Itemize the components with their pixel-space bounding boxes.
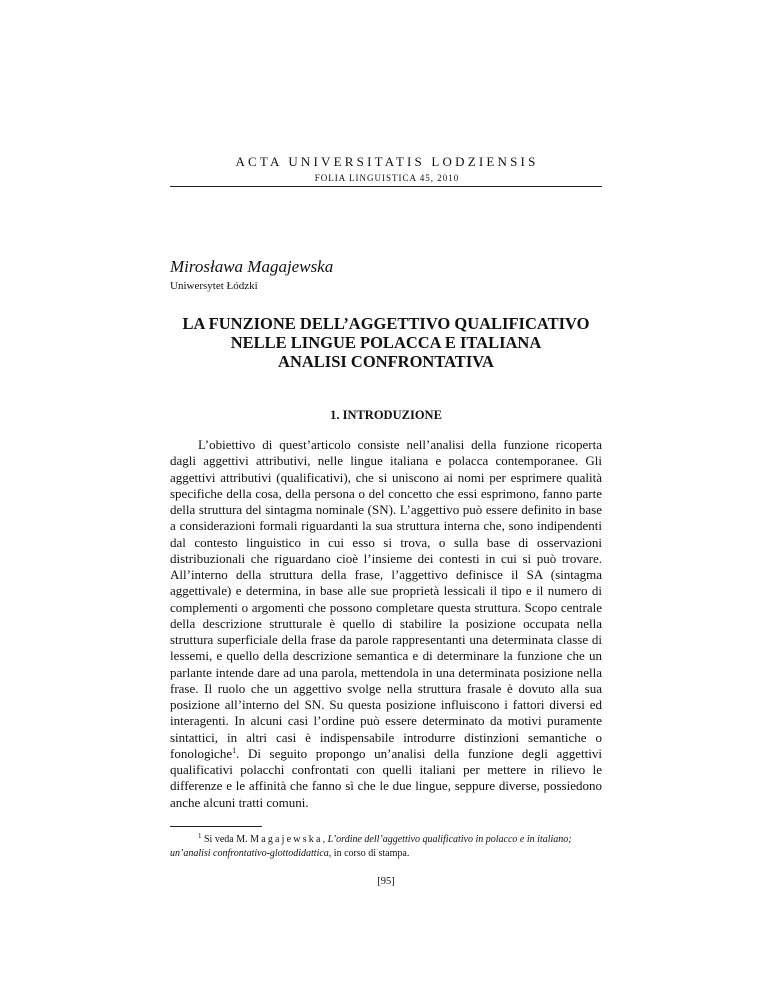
- footnote-number: 1: [198, 832, 202, 840]
- author-affiliation: Uniwersytet Łódzki: [170, 280, 258, 292]
- footnote-author: Magajewska: [250, 834, 323, 845]
- title-line: LA FUNZIONE DELL’AGGETTIVO QUALIFICATIVO: [182, 314, 590, 333]
- footnote-prefix: Si veda M.: [204, 834, 251, 845]
- paragraph-text-continued: . Di seguito propongo un’analisi della funzione degli aggettivi qualificativi polacchi confrontati con quelli italiani per mettere in rilievo le differenze e le affinità che fanno sì che le due lingue, seppure diverse, possiedono anche alcuni tratti comuni.: [170, 745, 602, 810]
- page-number: [95]: [377, 876, 395, 887]
- header-divider: [170, 186, 602, 187]
- title-line: NELLE LINGUE POLACCA E ITALIANA: [230, 333, 542, 352]
- footnote-separator: ,: [322, 834, 328, 845]
- journal-name: ACTA UNIVERSITATIS LODZIENSIS: [235, 154, 539, 169]
- article-title: [170, 314, 602, 371]
- title-line: ANALISI CONFRONTATIVA: [278, 352, 494, 371]
- footnote-reference: 1: [232, 745, 237, 755]
- footnote-line: [170, 833, 602, 847]
- footnote-suffix: , in corso di stampa.: [328, 848, 410, 859]
- footnote: [170, 833, 602, 861]
- footnote-line: [170, 847, 602, 861]
- footnote-divider: [170, 826, 262, 827]
- footnote-work-title: L’ordine dell’aggettivo qualificativo in polacco e in italiano;: [327, 834, 572, 845]
- section-heading: 1. INTRODUZIONE: [330, 408, 442, 422]
- journal-issue: FOLIA LINGUISTICA 45, 2010: [314, 173, 460, 183]
- paragraph: [170, 437, 602, 811]
- paragraph-text: L’obiettivo di quest’articolo consiste nell’analisi della funzione ricoperta dagli aggettivi attributivi, nelle lingue italiana e polacca contemporanee. Gli aggettivi attributivi (qualificativi), che si uniscono ai nomi per esprimere qualità specifiche della cosa, della persona o del concetto che essi esprimono, fanno parte della struttura del sintagma nominale (SN). L’aggettivo può essere definito in base a considerazioni formali riguardanti la sua struttura interna che, sono indipendenti dal contesto linguistico in cui esso si trova, o sulla base di osservazioni distribuzionali che riguardano cioè l’insieme dei contesti in cui si può trovare. All’interno della struttura della frase, l’aggettivo definisce il SA (sintagma aggettivale) e determina, in base alle sue proprietà lessicali il tipo e il numero di complementi o argomenti che possono completare questa struttura. Scopo centrale della descrizione strutturale è quello di stabilire la posizione occupata nella struttura superficiale della frase da parole rappresentanti una determinata classe di lessemi, e quello della descrizione semantica e di determinare la funzione che un parlante intende dare ad una parola, mettendola in una determinata posizione nella frase. Il ruolo che un aggettivo svolge nella struttura frasale è dovuto alla sua posizione all’interno del SN. Su questa posizione influiscono i fattori diversi ed interagenti. In alcuni casi l’ordine può essere determinato da motivi puramente sintattici, in altri casi è indispensabile introdurre distinzioni semantiche o fonologiche: [170, 437, 602, 761]
- body-text: [170, 437, 602, 811]
- author-name: Mirosława Magajewska: [170, 257, 334, 276]
- footnote-work-title-continued: un’analisi confrontativo-glottodidattica: [170, 848, 329, 859]
